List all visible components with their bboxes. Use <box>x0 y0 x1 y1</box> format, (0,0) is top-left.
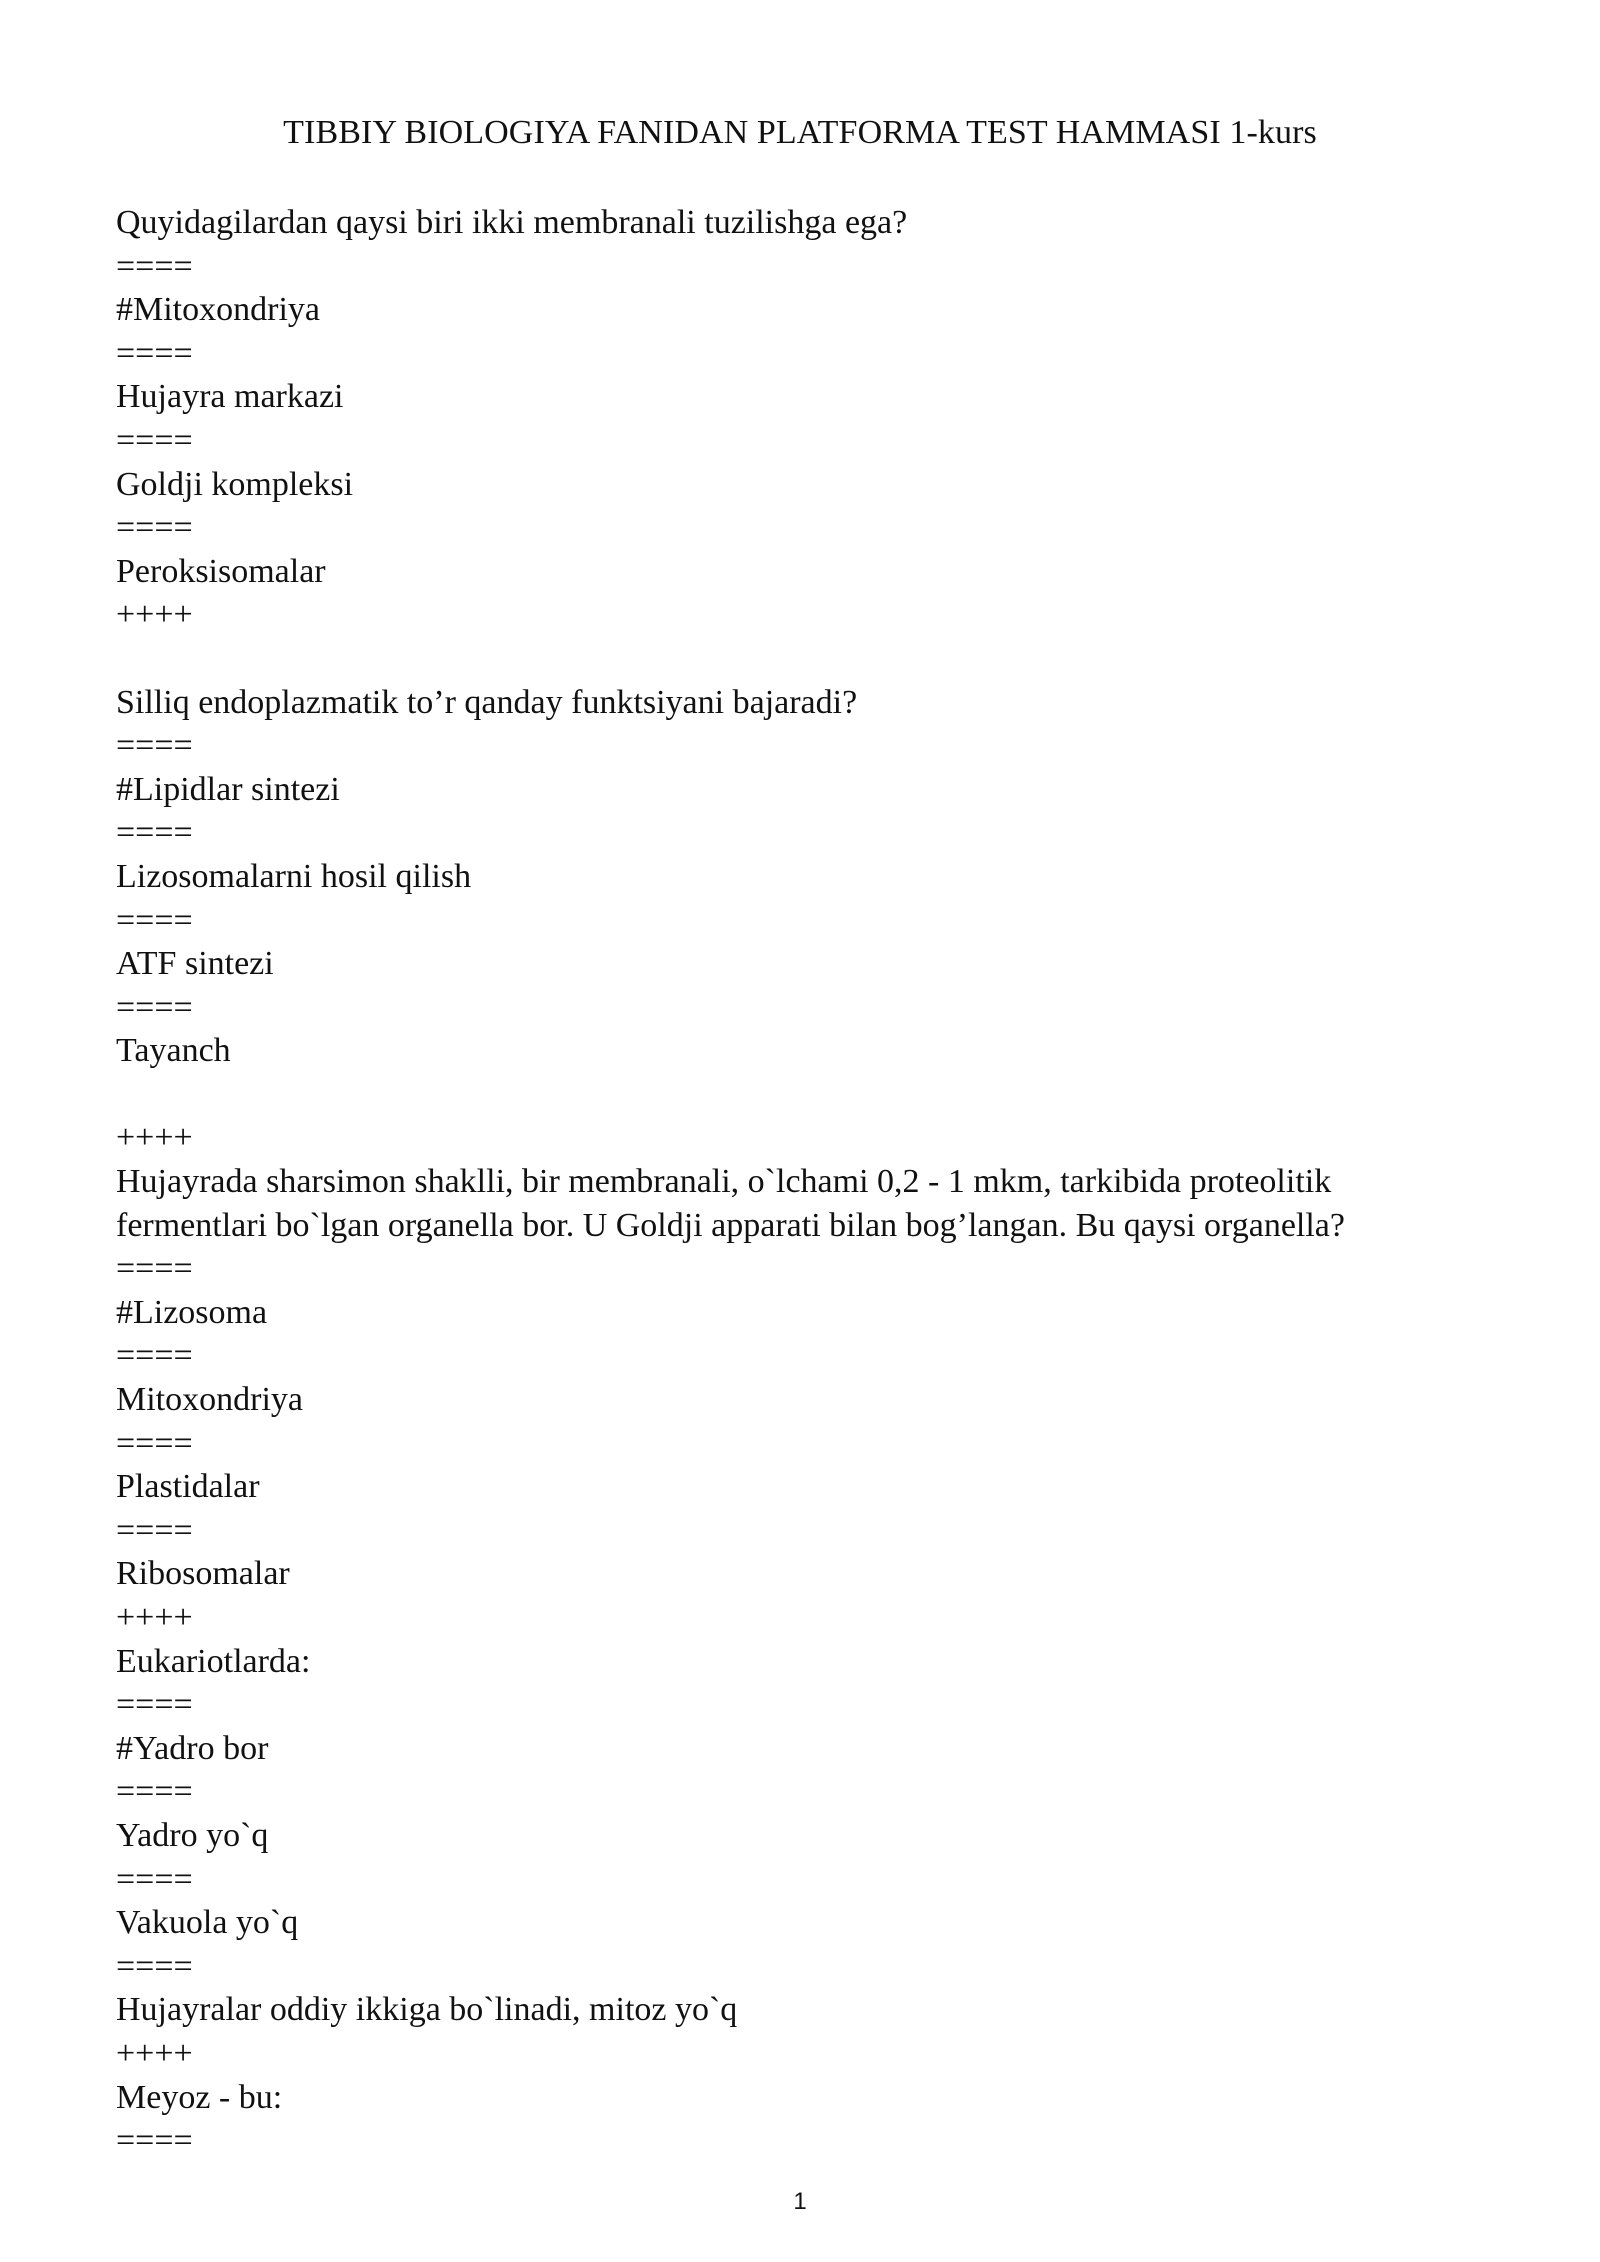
answer-option: Goldji kompleksi <box>116 465 354 503</box>
separator: ==== <box>116 1686 193 1724</box>
document-body <box>116 201 1536 2163</box>
answer-option: Yadro yo`q <box>116 1816 269 1854</box>
document-title: TIBBIY BIOLOGIYA FANIDAN PLATFORMA TEST HAMMASI 1-kurs <box>283 114 1317 151</box>
question-end-marker: ++++ <box>116 596 193 634</box>
blank-line <box>116 1073 1536 1117</box>
separator: ==== <box>116 1250 193 1288</box>
separator: ==== <box>116 1947 193 1985</box>
question-text: Eukariotlarda: <box>116 1642 311 1680</box>
separator: ==== <box>116 901 193 939</box>
answer-option: Vakuola yo`q <box>116 1904 299 1942</box>
page-number: 1 <box>793 2188 807 2215</box>
blank-line <box>116 637 1536 681</box>
separator: ==== <box>116 1860 193 1898</box>
answer-option: Tayanch <box>116 1032 231 1070</box>
question-end-marker: ++++ <box>116 1599 193 1636</box>
separator: ==== <box>116 1424 193 1462</box>
answer-option: ATF sintezi <box>116 945 274 983</box>
answer-option: Lizosomalarni hosil qilish <box>116 857 472 895</box>
separator: ==== <box>116 2122 193 2160</box>
separator: ==== <box>116 727 193 765</box>
question-end-marker: ++++ <box>116 2034 193 2072</box>
answer-option: Mitoxondriya <box>116 1381 303 1419</box>
answer-option: Plastidalar <box>116 1468 260 1506</box>
separator: ==== <box>116 814 193 852</box>
correct-answer: #Lipidlar sintezi <box>116 770 340 808</box>
question-end-marker: ++++ <box>116 1119 193 1157</box>
question-text: Silliq endoplazmatik to’r qanday funktsiyani bajaradi? <box>116 683 858 721</box>
question-text: Meyoz - bu: <box>116 2078 283 2116</box>
separator: ==== <box>116 1773 193 1811</box>
correct-answer: #Lizosoma <box>116 1293 268 1331</box>
correct-answer: #Yadro bor <box>116 1729 269 1767</box>
separator: ==== <box>116 1511 193 1549</box>
question-text: fermentlari bo`lgan organella bor. U Goldji apparati bilan bog’langan. Bu qaysi organella? <box>116 1206 1345 1244</box>
separator: ==== <box>116 421 193 459</box>
separator: ==== <box>116 247 193 285</box>
question-text: Quyidagilardan qaysi biri ikki membranali tuzilishga ega? <box>116 204 908 241</box>
separator: ==== <box>116 509 193 547</box>
answer-option: Peroksisomalar <box>116 552 326 590</box>
answer-option: Hujayra markazi <box>116 378 344 416</box>
answer-option: Hujayralar oddiy ikkiga bo`linadi, mitoz yo`q <box>116 1991 738 2029</box>
separator: ==== <box>116 1337 193 1375</box>
separator: ==== <box>116 988 193 1026</box>
separator: ==== <box>116 334 193 372</box>
answer-option: Ribosomalar <box>116 1555 290 1593</box>
question-text: Hujayrada sharsimon shaklli, bir membranali, o`lchami 0,2 - 1 mkm, tarkibida proteolitik <box>116 1163 1332 1201</box>
correct-answer: #Mitoxondriya <box>116 291 320 329</box>
